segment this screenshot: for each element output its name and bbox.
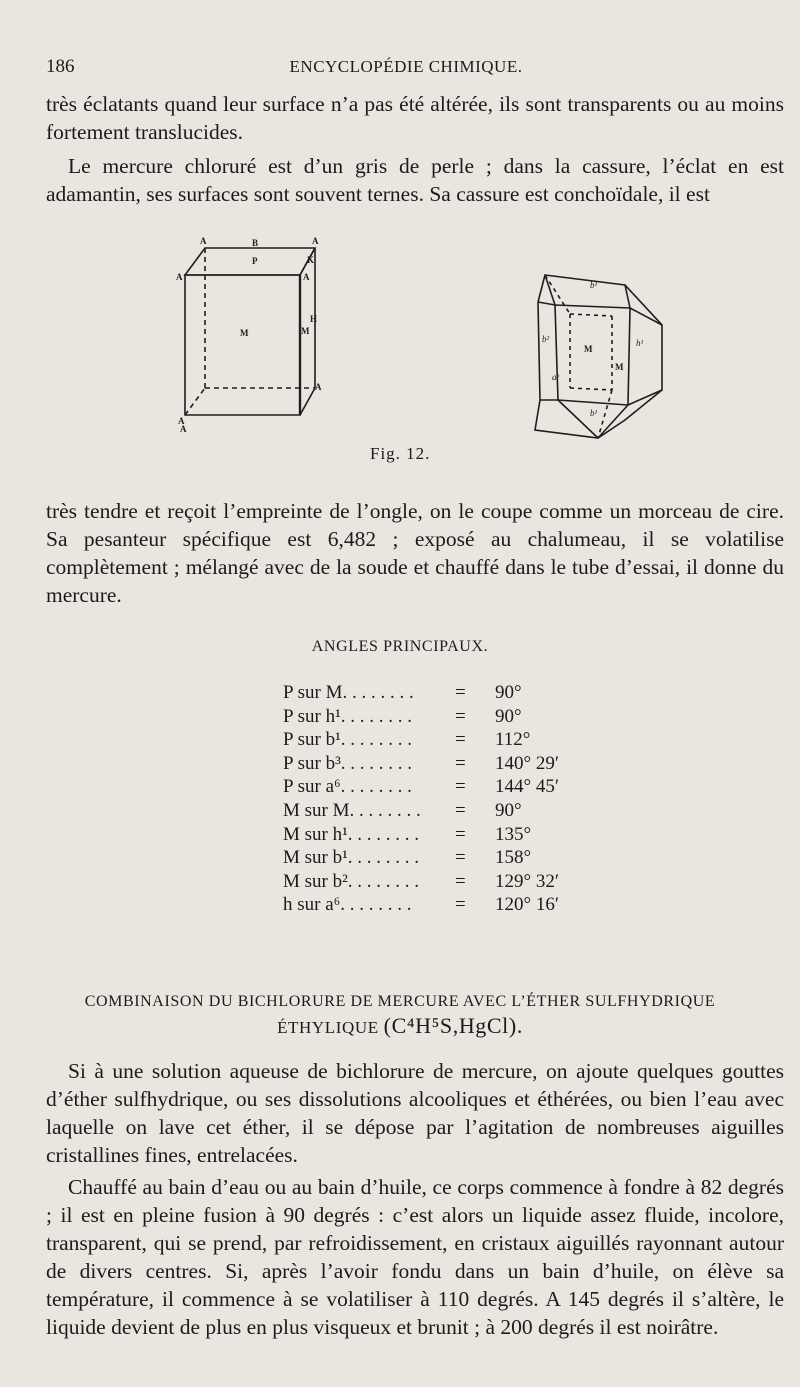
angle-equals: = (455, 752, 466, 774)
label-b2-face: b² (542, 334, 550, 344)
label-a-mid-left: A (176, 272, 183, 282)
angle-label: M sur M. . . . . . . . (283, 799, 421, 821)
angle-label: P sur b¹. . . . . . . . (283, 729, 413, 751)
paragraph-5: Chauffé au bain d’eau ou au bain d’huile, ce corps commence à fondre à 82 degrés ; il est en pleine fusion à 90 degrés : c’est alors un liquide assez fluide, incolore, transparent, qui se prend, par refroidissement, en cristaux aiguillés rayonnant autour de divers centres. Si, après l’avoir fondu dans un bain d’huile, on élève sa température, il commence à se volatiliser à 110 degrés. A 145 degrés il s’altère, le liquide devient de plus en plus visqueux et brunit ; à 200 degrés il est noirâtre. (46, 1175, 784, 1339)
label-a-bottom-right: A (315, 382, 322, 392)
angle-row (283, 728, 583, 752)
paragraph-1: très éclatants quand leur surface n’a pas été altérée, ils sont transparents ou au moins fortement translucides. (46, 92, 784, 144)
label-p: P (252, 256, 258, 266)
angle-label: P sur h¹. . . . . . . . (283, 705, 413, 727)
angle-row (283, 775, 583, 799)
running-title: ENCYCLOPÉDIE CHIMIQUE. (289, 57, 523, 76)
angle-row (283, 870, 583, 894)
angle-label: P sur M. . . . . . . . (283, 682, 414, 703)
label-a-bottom: A (180, 424, 187, 434)
angle-row (283, 705, 583, 729)
angle-row (283, 846, 583, 870)
angle-equals: = (455, 870, 466, 892)
angle-row (283, 823, 583, 847)
label-m-center: M (240, 328, 249, 338)
angle-equals: = (455, 847, 466, 869)
angle-value: 129° 32′ (495, 870, 560, 892)
angle-equals: = (455, 894, 466, 916)
page-header (46, 56, 766, 82)
label-a-top-left: A (200, 236, 207, 246)
angle-value: 90° (495, 799, 522, 821)
label-b-top: B (252, 238, 259, 248)
angle-row (283, 799, 583, 823)
page-number: 186 (46, 56, 75, 77)
angles-heading: ANGLES PRINCIPAUX. (311, 638, 489, 655)
angle-equals: = (455, 823, 466, 845)
angle-row (283, 893, 583, 917)
angle-value: 135° (495, 823, 532, 845)
angles-table (283, 681, 583, 917)
angle-equals: = (455, 729, 466, 751)
section-title-line-2 (0, 1013, 800, 1039)
angle-label: P sur b³. . . . . . . . (283, 752, 413, 774)
angle-value: 112° (495, 729, 531, 751)
angle-label: P sur a⁶. . . . . . . . (283, 776, 412, 798)
angle-equals: = (455, 705, 466, 727)
angle-row (283, 752, 583, 776)
paragraph-2: Le mercure chloruré est d’un gris de perle ; dans la cassure, l’éclat en est adamantin, ses surfaces sont souvent ternes. Sa cassure est conchoïdale, il est (46, 154, 784, 206)
angle-label: M sur b². . . . . . . . (283, 870, 420, 892)
label-m-center-b: M (584, 344, 593, 354)
paragraph-3: très tendre et reçoit l’empreinte de l’ongle, on le coupe comme un morceau de cire. Sa pesanteur spécifique est 6,482 ; exposé au chalumeau, il se volatilise complètement ; mélangé avec de la soude et chauffé dans le tube d’essai, il donne du mercure. (46, 499, 784, 607)
angle-value: 144° 45′ (495, 776, 560, 798)
figure-caption: Fig. 12. (370, 444, 431, 463)
angle-row (283, 681, 583, 705)
angle-value: 90° (495, 682, 522, 703)
crystal-prism-drawing (185, 248, 318, 415)
label-k: K (307, 255, 315, 265)
angle-equals: = (455, 799, 466, 821)
label-a6-left: a⁶ (552, 372, 560, 382)
angle-value: 158° (495, 847, 532, 869)
angle-value: 120° 16′ (495, 894, 560, 916)
section-title-word: ÉTHYLIQUE (277, 1018, 379, 1037)
crystal-figure (150, 230, 690, 470)
angle-label: h sur a⁶. . . . . . . . (283, 894, 412, 916)
angle-value: 90° (495, 705, 522, 727)
angle-label: M sur h¹. . . . . . . . (283, 823, 420, 845)
label-b1-bottom: b¹ (590, 408, 598, 418)
label-a-bottom-left: A (178, 416, 185, 426)
label-h1-right: h¹ (636, 338, 644, 348)
label-h: H (310, 314, 318, 324)
paragraph-4: Si à une solution aqueuse de bichlorure de mercure, on ajoute quelques gouttes d’éther sulfhydrique, ou ses dissolutions alcooliques et éthérées, ou bien l’eau avec laquelle on lave cet éther, il se dépose par l’agitation de nombreuses aiguilles cristallines fines, entrelacées. (46, 1059, 784, 1167)
label-a-top-right: A (312, 236, 319, 246)
label-a-mid-right: A (303, 272, 310, 282)
label-b1-top: b¹ (590, 280, 598, 290)
angle-equals: = (455, 682, 466, 703)
angle-equals: = (455, 776, 466, 798)
angle-label: M sur b¹. . . . . . . . (283, 847, 420, 869)
section-formula: (C⁴H⁵S,HgCl). (383, 1013, 523, 1038)
angle-value: 140° 29′ (495, 752, 560, 774)
label-m-lower-b: M (615, 362, 624, 372)
label-m-right: M (301, 326, 310, 336)
section-title-line-1: COMBINAISON DU BICHLORURE DE MERCURE AVEC L’ÉTHER SULFHYDRIQUE (84, 993, 716, 1010)
crystal-double-pyramid-drawing (535, 275, 662, 438)
